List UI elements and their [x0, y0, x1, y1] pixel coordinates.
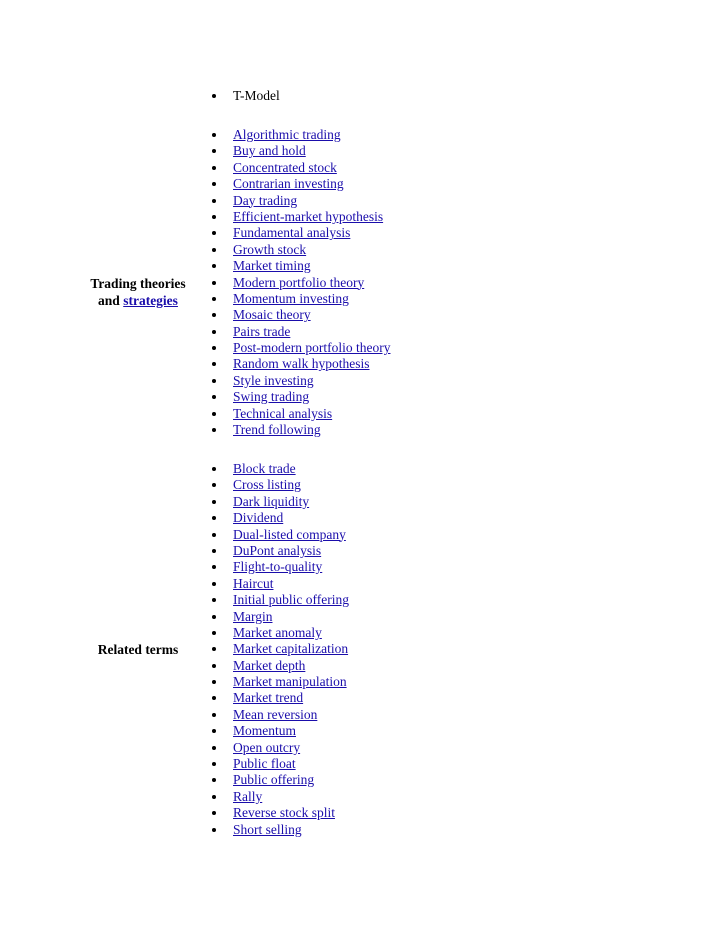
list-item-link[interactable]: Market trend	[233, 690, 304, 706]
bullet-icon	[212, 680, 216, 684]
list-item-link[interactable]: Mean reversion	[233, 706, 318, 722]
bullet-icon	[212, 762, 216, 766]
list-item-link[interactable]: Post-modern portfolio theory	[233, 340, 391, 356]
list-item	[212, 805, 349, 821]
list-item	[212, 127, 390, 143]
list-item	[212, 674, 349, 690]
list-related-terms	[212, 461, 349, 838]
bullet-icon	[212, 647, 216, 651]
list-item-link[interactable]: Mosaic theory	[233, 307, 311, 323]
list-item-link[interactable]: Fundamental analysis	[233, 225, 351, 241]
bullet-icon	[212, 330, 216, 334]
list-item-link[interactable]: Public offering	[233, 772, 315, 788]
list-item	[212, 389, 390, 405]
list-item-link[interactable]: Block trade	[233, 461, 296, 476]
list-item	[212, 176, 390, 192]
list-trading-theories	[212, 127, 390, 438]
bullet-icon	[212, 297, 216, 301]
list-item	[212, 772, 349, 788]
list-item-link[interactable]: Cross listing	[233, 477, 301, 493]
list-item-link[interactable]: Trend following	[233, 422, 321, 438]
bullet-icon	[212, 729, 216, 733]
list-item-link[interactable]: Technical analysis	[233, 405, 333, 421]
bullet-icon	[212, 828, 216, 832]
list-item-link[interactable]: Algorithmic trading	[233, 127, 341, 142]
list-item	[212, 543, 349, 559]
list-item	[212, 609, 349, 625]
list-item	[212, 373, 390, 389]
bullet-icon	[212, 412, 216, 416]
list-item	[212, 723, 349, 739]
section-label-related-terms: Related terms	[97, 642, 179, 657]
list-item-link[interactable]: Dual-listed company	[233, 526, 346, 542]
bullet-icon	[212, 565, 216, 569]
list-item	[212, 461, 349, 477]
list-item-link[interactable]: Momentum investing	[233, 290, 349, 306]
list-item	[212, 160, 390, 176]
list-item	[212, 641, 349, 657]
list-item	[212, 291, 390, 307]
list-item-link[interactable]: Open outcry	[233, 739, 301, 755]
list-item-link[interactable]: Day trading	[233, 192, 298, 208]
list-item	[212, 242, 390, 258]
list-item-link[interactable]: Market anomaly	[233, 624, 322, 640]
bullet-icon	[212, 500, 216, 504]
bullet-icon	[212, 811, 216, 815]
list-item	[212, 559, 349, 575]
strategies-link[interactable]: strategies	[123, 293, 178, 308]
list-item-link[interactable]: Dark liquidity	[233, 493, 310, 509]
list-item	[212, 822, 349, 838]
bullet-icon	[212, 264, 216, 268]
list-item-link[interactable]: Market manipulation	[233, 674, 347, 690]
list-item-link[interactable]: Market depth	[233, 657, 306, 673]
list-item-link[interactable]: Dividend	[233, 510, 284, 526]
bullet-icon	[212, 166, 216, 170]
bullet-icon	[212, 467, 216, 471]
bullet-icon	[212, 615, 216, 619]
bullet-icon	[212, 664, 216, 668]
list-item-link[interactable]: Short selling	[233, 821, 302, 837]
list-item-link[interactable]: Random walk hypothesis	[233, 356, 370, 372]
bullet-icon	[212, 631, 216, 635]
list-item-link[interactable]: Market capitalization	[233, 641, 349, 657]
list-item	[212, 225, 390, 241]
list-item	[212, 690, 349, 706]
list-item-link[interactable]: Reverse stock split	[233, 805, 335, 821]
list-item	[212, 494, 349, 510]
list-item-text: T-Model	[233, 88, 280, 103]
list-item-link[interactable]: Efficient-market hypothesis	[233, 208, 384, 224]
list-t-model	[212, 88, 280, 104]
list-item	[212, 258, 390, 274]
bullet-icon	[212, 549, 216, 553]
bullet-icon	[212, 231, 216, 235]
list-item	[212, 422, 390, 438]
bullet-icon	[212, 483, 216, 487]
list-item	[212, 592, 349, 608]
list-item-link[interactable]: Style investing	[233, 372, 314, 388]
list-item	[212, 789, 349, 805]
list-item-link[interactable]: Contrarian investing	[233, 176, 344, 192]
list-item	[212, 209, 390, 225]
list-item-link[interactable]: Buy and hold	[233, 143, 306, 159]
list-item	[212, 193, 390, 209]
list-item-link[interactable]: Market timing	[233, 258, 311, 274]
list-item	[212, 356, 390, 372]
list-item	[212, 658, 349, 674]
bullet-icon	[212, 395, 216, 399]
bullet-icon	[212, 199, 216, 203]
bullet-icon	[212, 582, 216, 586]
list-item	[212, 143, 390, 159]
list-item	[212, 510, 349, 526]
list-item-link[interactable]: Swing trading	[233, 389, 310, 405]
bullet-icon	[212, 346, 216, 350]
bullet-icon	[212, 281, 216, 285]
bullet-icon	[212, 313, 216, 317]
list-item	[212, 88, 280, 104]
bullet-icon	[212, 778, 216, 782]
list-item-link[interactable]: Concentrated stock	[233, 159, 337, 175]
list-item-link[interactable]: Pairs trade	[233, 323, 291, 339]
list-item-link[interactable]: DuPont analysis	[233, 542, 322, 558]
bullet-icon	[212, 428, 216, 432]
bullet-icon	[212, 795, 216, 799]
list-item	[212, 625, 349, 641]
list-item	[212, 576, 349, 592]
bullet-icon	[212, 149, 216, 153]
list-item	[212, 307, 390, 323]
bullet-icon	[212, 713, 216, 717]
list-item-link[interactable]: Flight-to-quality	[233, 559, 323, 575]
list-item-link[interactable]: Modern portfolio theory	[233, 274, 365, 290]
bullet-icon	[212, 696, 216, 700]
bullet-icon	[212, 133, 216, 137]
bullet-icon	[212, 379, 216, 383]
list-item	[212, 340, 390, 356]
bullet-icon	[212, 215, 216, 219]
section-label-prefix: and	[98, 293, 120, 308]
bullet-icon	[212, 533, 216, 537]
section-label-line2	[78, 292, 198, 309]
section-label-trading-theories	[78, 275, 198, 309]
list-item	[212, 740, 349, 756]
section-label-line1: Trading theories	[90, 276, 186, 291]
bullet-icon	[212, 94, 216, 98]
list-item	[212, 477, 349, 493]
bullet-icon	[212, 746, 216, 750]
bullet-icon	[212, 598, 216, 602]
list-item	[212, 275, 390, 291]
list-item-link[interactable]: Haircut	[233, 575, 274, 591]
list-item-link[interactable]: Public float	[233, 756, 296, 772]
list-item-link[interactable]: Momentum	[233, 723, 296, 739]
list-item-link[interactable]: Growth stock	[233, 241, 307, 257]
bullet-icon	[212, 182, 216, 186]
list-item	[212, 324, 390, 340]
list-item-link[interactable]: Rally	[233, 788, 263, 804]
list-item-link[interactable]: Margin	[233, 608, 273, 624]
list-item	[212, 707, 349, 723]
bullet-icon	[212, 516, 216, 520]
list-item	[212, 756, 349, 772]
bullet-icon	[212, 362, 216, 366]
list-item	[212, 406, 390, 422]
bullet-icon	[212, 248, 216, 252]
list-item	[212, 527, 349, 543]
list-item-link[interactable]: Initial public offering	[233, 592, 349, 608]
